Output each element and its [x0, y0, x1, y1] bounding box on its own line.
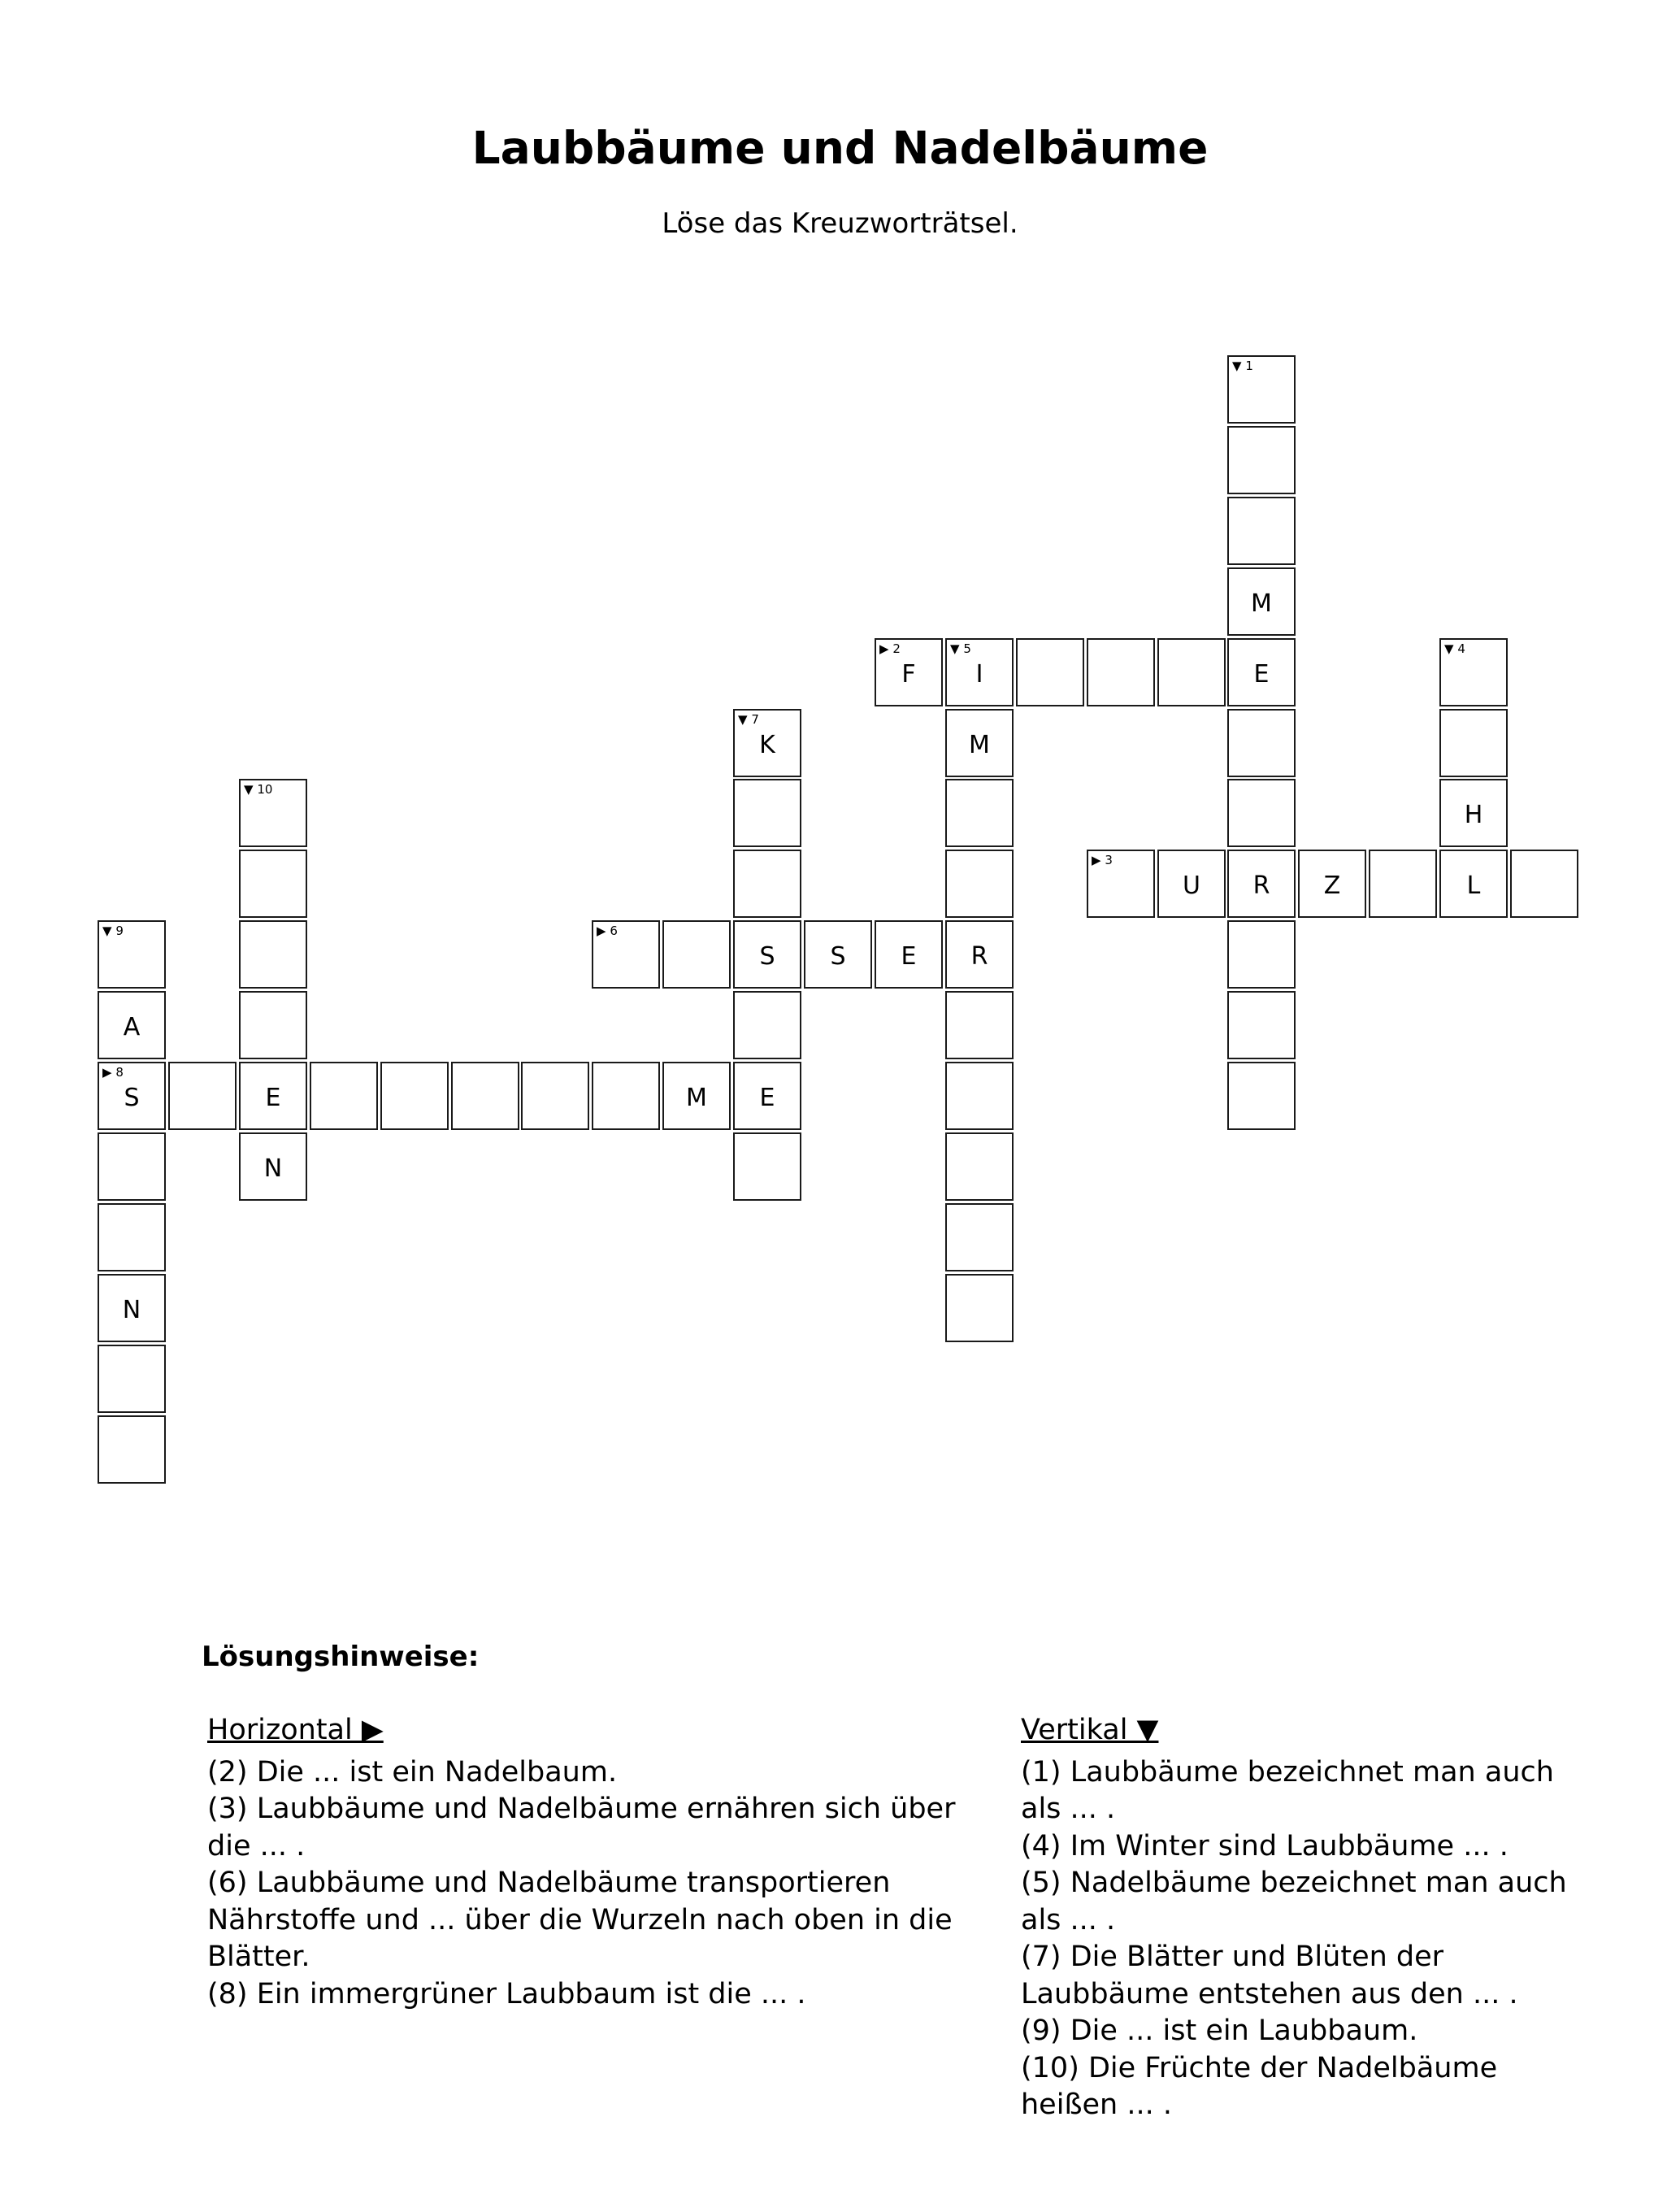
crossword-cell[interactable]: [733, 991, 801, 1059]
crossword-cell[interactable]: [521, 1062, 589, 1130]
clue-number-value: 5: [959, 641, 971, 656]
crossword-cell[interactable]: [945, 779, 1014, 847]
clue-number-value: 7: [747, 712, 759, 727]
clue-number: [1092, 853, 1113, 867]
crossword-cell[interactable]: [380, 1062, 449, 1130]
clue-number-value: 8: [111, 1065, 124, 1080]
crossword-cell[interactable]: [875, 920, 943, 989]
crossword-cell[interactable]: [1227, 779, 1296, 847]
crossword-cell[interactable]: [1227, 638, 1296, 706]
crossword-cell[interactable]: [1016, 638, 1084, 706]
given-letter: I: [975, 660, 983, 689]
given-letter: S: [830, 942, 846, 971]
crossword-cell[interactable]: [1227, 850, 1296, 918]
horizontal-heading: Horizontal ▶: [207, 1714, 384, 1746]
given-letter: S: [124, 1084, 140, 1112]
crossword-cell[interactable]: [875, 638, 943, 706]
crossword-cell[interactable]: [1439, 638, 1508, 706]
crossword-cell[interactable]: [945, 920, 1014, 989]
crossword-cell[interactable]: [239, 1062, 307, 1130]
clue-number: [244, 782, 272, 797]
given-letter: R: [1252, 871, 1270, 900]
right-arrow-icon: ▶: [102, 1065, 112, 1080]
given-letter: S: [759, 942, 775, 971]
given-letter: M: [686, 1084, 707, 1112]
crossword-cell[interactable]: [733, 1132, 801, 1201]
crossword-cell[interactable]: [239, 920, 307, 989]
horizontal-clues: [207, 1712, 1004, 2013]
crossword-cell[interactable]: [1157, 850, 1226, 918]
crossword-cell[interactable]: [239, 1132, 307, 1201]
clue-number: [1232, 359, 1253, 373]
clue-number-value: 6: [606, 924, 618, 938]
crossword-cell[interactable]: [98, 1415, 166, 1484]
clue-number: [597, 924, 618, 938]
clue-number: [1444, 641, 1465, 656]
crossword-cell[interactable]: [98, 991, 166, 1059]
clue-horizontal-3: (3) Laubbäume und Nadelbäume ernähren sich über die ... .: [207, 1793, 956, 1862]
crossword-cell[interactable]: [733, 920, 801, 989]
crossword-cell[interactable]: [310, 1062, 378, 1130]
crossword-cell[interactable]: [945, 1203, 1014, 1271]
clue-horizontal-6: (6) Laubbäume und Nadelbäume transportieren Nährstoffe und ... über die Wurzeln nach oben in die Blätter.: [207, 1867, 953, 1973]
crossword-cell[interactable]: [733, 709, 801, 777]
given-letter: H: [1464, 801, 1483, 829]
crossword-cell[interactable]: [451, 1062, 519, 1130]
crossword-cell[interactable]: [1227, 497, 1296, 565]
clue-number: [879, 641, 901, 656]
crossword-cell[interactable]: [98, 1062, 166, 1130]
clue-horizontal-2: (2) Die ... ist ein Nadelbaum.: [207, 1755, 618, 1789]
instructions: Löse das Kreuzworträtsel.: [662, 207, 1018, 240]
crossword-cell[interactable]: [1439, 709, 1508, 777]
crossword-cell[interactable]: [945, 850, 1014, 918]
crossword-cell[interactable]: [1087, 850, 1155, 918]
crossword-cell[interactable]: [945, 1274, 1014, 1342]
given-letter: A: [123, 1013, 141, 1041]
crossword-cell[interactable]: [945, 1132, 1014, 1201]
clue-number: [738, 712, 759, 727]
crossword-cell[interactable]: [662, 1062, 731, 1130]
crossword-cell[interactable]: [662, 920, 731, 989]
crossword-cell[interactable]: [168, 1062, 237, 1130]
clue-number-value: 3: [1100, 853, 1113, 867]
given-letter: N: [122, 1296, 141, 1324]
crossword-cell[interactable]: [1227, 426, 1296, 494]
crossword-cell[interactable]: [1227, 991, 1296, 1059]
clue-vertical-10: (10) Die Früchte der Nadelbäume heißen ... .: [1021, 2051, 1498, 2121]
down-arrow-icon: ▼: [244, 782, 254, 797]
given-letter: U: [1183, 871, 1200, 900]
crossword-cell[interactable]: [1298, 850, 1366, 918]
clue-horizontal-8: (8) Ein immergrüner Laubbaum ist die ... .: [207, 1977, 806, 2010]
clue-number: [950, 641, 971, 656]
crossword-cell[interactable]: [239, 779, 307, 847]
right-arrow-icon: ▶: [1092, 853, 1101, 867]
down-arrow-icon: ▼: [738, 712, 748, 727]
down-arrow-icon: ▼: [1444, 641, 1454, 656]
clue-vertical-7: (7) Die Blätter und Blüten der Laubbäume entstehen aus den ... .: [1021, 1941, 1518, 2010]
crossword-cell[interactable]: [1227, 1062, 1296, 1130]
given-letter: L: [1466, 871, 1481, 900]
down-arrow-icon: ▼: [102, 924, 112, 938]
clue-vertical-1: (1) Laubbäume bezeichnet man auch als ... .: [1021, 1755, 1554, 1825]
clue-number: [102, 1065, 124, 1080]
crossword-cell[interactable]: [592, 920, 660, 989]
crossword-cell[interactable]: [1439, 779, 1508, 847]
crossword-cell[interactable]: [733, 779, 801, 847]
crossword-cell[interactable]: [1227, 355, 1296, 424]
clue-number-value: 9: [111, 924, 124, 938]
clue-number-value: 4: [1453, 641, 1465, 656]
crossword-cell[interactable]: [1227, 920, 1296, 989]
vertical-heading: Vertikal ▼: [1021, 1714, 1159, 1746]
crossword-cell[interactable]: [592, 1062, 660, 1130]
crossword-cell[interactable]: [98, 920, 166, 989]
crossword-cell[interactable]: [1227, 567, 1296, 636]
crossword-cell[interactable]: [1510, 850, 1578, 918]
crossword-cell[interactable]: [1227, 709, 1296, 777]
clue-number-value: 1: [1241, 359, 1253, 373]
given-letter: E: [759, 1084, 775, 1112]
crossword-cell[interactable]: [1369, 850, 1437, 918]
clue-vertical-5: (5) Nadelbäume bezeichnet man auch als ... .: [1021, 1867, 1567, 1936]
given-letter: E: [265, 1084, 281, 1112]
crossword-cell[interactable]: [98, 1345, 166, 1413]
crossword-cell[interactable]: [945, 1062, 1014, 1130]
given-letter: E: [1253, 660, 1270, 689]
given-letter: Z: [1323, 871, 1341, 900]
clue-vertical-9: (9) Die ... ist ein Laubbaum.: [1021, 2015, 1418, 2047]
given-letter: M: [969, 731, 990, 759]
crossword-cell[interactable]: [1087, 638, 1155, 706]
crossword-cell[interactable]: [98, 1203, 166, 1271]
crossword-cell[interactable]: [239, 850, 307, 918]
hints-heading: Lösungshinweise:: [202, 1641, 480, 1673]
down-arrow-icon: ▼: [1232, 359, 1242, 373]
given-letter: M: [1251, 589, 1272, 618]
crossword-cell[interactable]: [945, 638, 1014, 706]
given-letter: N: [263, 1154, 283, 1183]
clue-vertical-4: (4) Im Winter sind Laubbäume ... .: [1021, 1829, 1509, 1862]
crossword-cell[interactable]: [1157, 638, 1226, 706]
given-letter: E: [901, 942, 917, 971]
crossword-cell[interactable]: [98, 1132, 166, 1201]
down-arrow-icon: ▼: [950, 641, 960, 656]
clue-number-value: 2: [888, 641, 901, 656]
crossword-cell[interactable]: [945, 991, 1014, 1059]
crossword-cell[interactable]: [239, 991, 307, 1059]
crossword-cell[interactable]: [945, 709, 1014, 777]
right-arrow-icon: ▶: [597, 924, 606, 938]
crossword-cell[interactable]: [733, 1062, 801, 1130]
clue-number-value: 10: [253, 782, 273, 797]
crossword-cell[interactable]: [1439, 850, 1508, 918]
vertical-clues: [1021, 1712, 1574, 2124]
page-title: Laubbäume und Nadelbäume: [471, 122, 1209, 174]
given-letter: K: [759, 731, 775, 759]
given-letter: F: [901, 660, 916, 689]
right-arrow-icon: ▶: [879, 641, 889, 656]
crossword-cell[interactable]: [804, 920, 872, 989]
clue-number: [102, 924, 124, 938]
crossword-cell[interactable]: [733, 850, 801, 918]
given-letter: R: [970, 942, 988, 971]
crossword-cell[interactable]: [98, 1274, 166, 1342]
